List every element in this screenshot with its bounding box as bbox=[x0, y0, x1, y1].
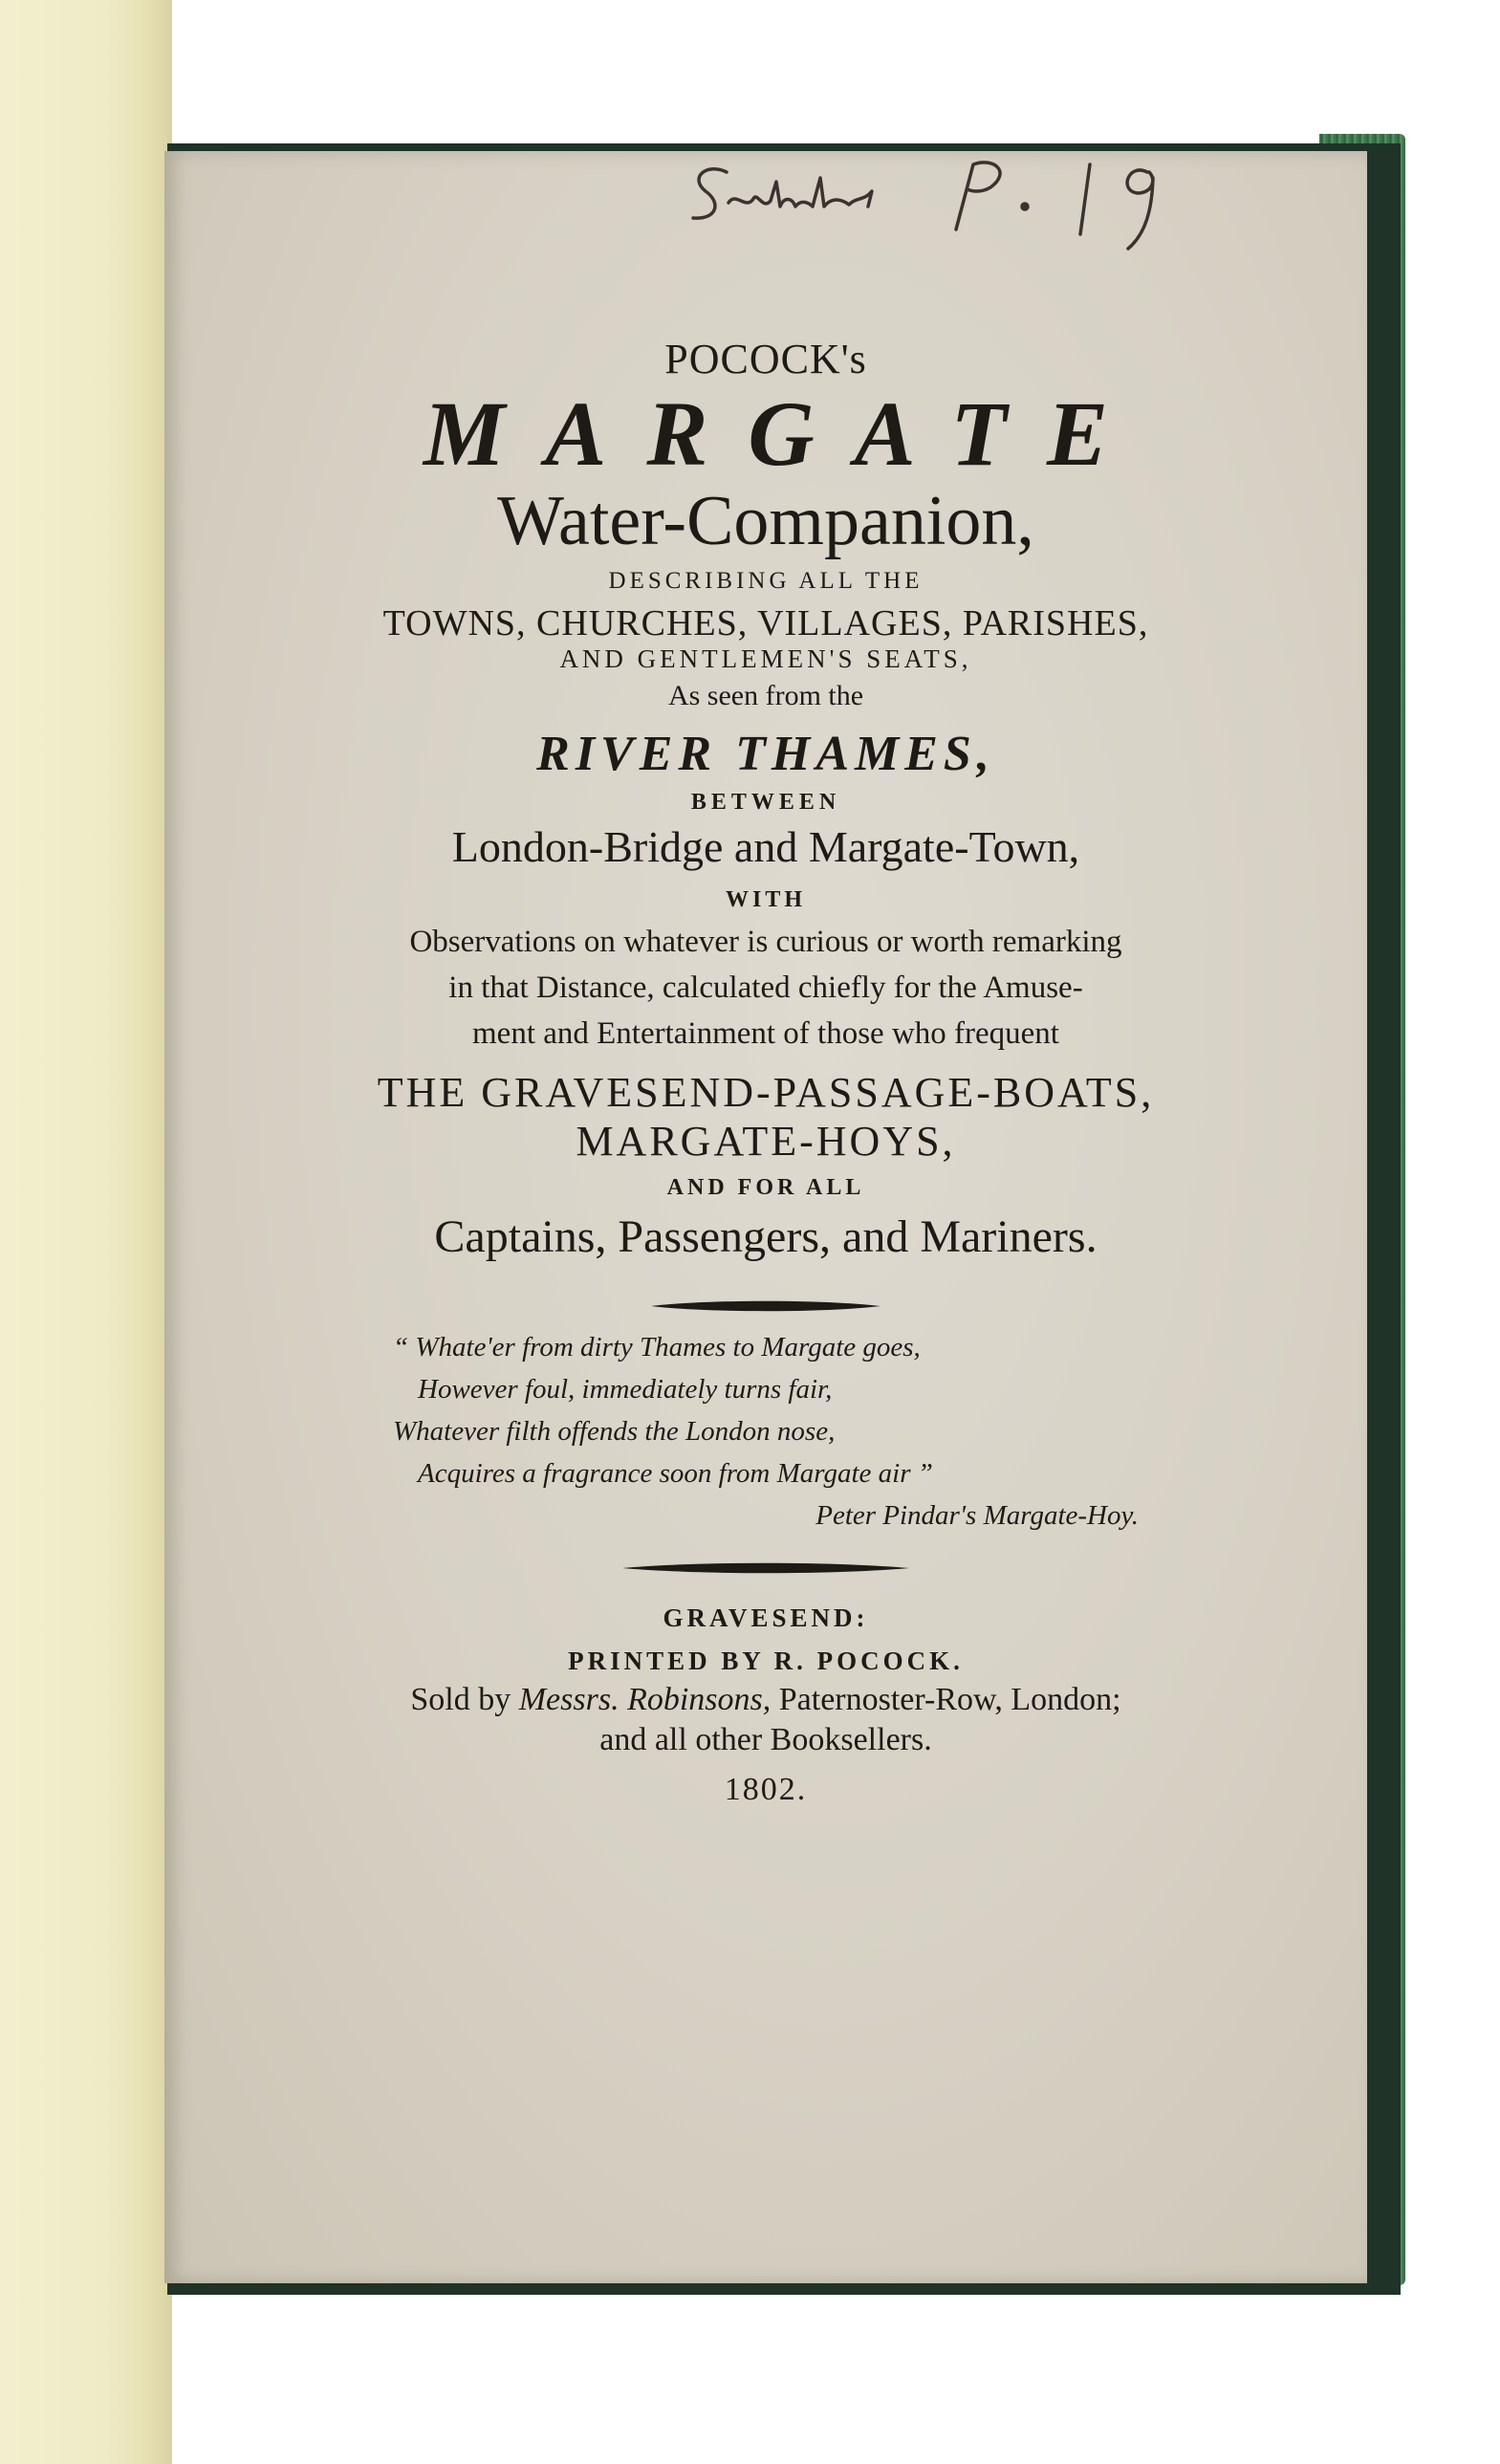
subtitle-and-for-all: AND FOR ALL bbox=[666, 1175, 865, 1201]
epigraph-line-1: “ Whate'er from dirty Thames to Margate goes, bbox=[393, 1332, 921, 1363]
subtitle-between: BETWEEN bbox=[690, 790, 841, 816]
epigraph-attribution: Peter Pindar's Margate-Hoy. bbox=[815, 1500, 1139, 1532]
subtitle-describing: DESCRIBING ALL THE bbox=[608, 568, 924, 595]
imprint-year: 1802. bbox=[724, 1772, 808, 1808]
author-name: POCOCK's bbox=[664, 336, 867, 382]
epigraph-line-4: Acquires a fragrance soon from Margate air ” bbox=[418, 1458, 933, 1490]
epigraph bbox=[393, 1326, 1139, 1537]
epigraph-line-2: However foul, immediately turns fair, bbox=[418, 1374, 833, 1406]
handwritten-inscription bbox=[669, 143, 1205, 258]
subtitle-captains: Captains, Passengers, and Mariners. bbox=[434, 1211, 1098, 1263]
title-river-thames: RIVER THAMES, bbox=[536, 727, 995, 782]
subtitle-margate-hoys: MARGATE-HOYS, bbox=[576, 1118, 956, 1166]
epigraph-line-3: Whatever filth offends the London nose, bbox=[393, 1416, 836, 1448]
facing-blank-page bbox=[0, 0, 172, 2464]
imprint-printer: PRINTED BY R. POCOCK. bbox=[568, 1646, 964, 1676]
imprint-booksellers: and all other Booksellers. bbox=[599, 1722, 932, 1758]
subtitle-gentlemen: AND GENTLEMEN'S SEATS, bbox=[559, 644, 972, 674]
title-page-text bbox=[164, 335, 1367, 1808]
subtitle-as-seen: As seen from the bbox=[667, 680, 864, 712]
ornamental-rule-top bbox=[651, 1296, 880, 1317]
sold-prefix: Sold by bbox=[410, 1682, 519, 1718]
observations-line-3: ment and Entertainment of those who frequent bbox=[472, 1016, 1059, 1052]
ornamental-rule-bottom bbox=[622, 1558, 909, 1579]
sold-suffix: Paternoster-Row, London; bbox=[771, 1682, 1121, 1718]
observations-line-2: in that Distance, calculated chiefly for the Amuse- bbox=[448, 970, 1083, 1006]
subtitle-towns: TOWNS, CHURCHES, VILLAGES, PARISHES, bbox=[382, 603, 1149, 644]
title-water-companion: Water-Companion, bbox=[497, 481, 1034, 560]
sold-name: Messrs. Robinsons, bbox=[518, 1682, 772, 1718]
subtitle-london-bridge: London-Bridge and Margate-Town, bbox=[451, 822, 1080, 872]
imprint-sold-by bbox=[164, 1682, 1367, 1718]
observations-line-1: Observations on whatever is curious or worth remarking bbox=[409, 925, 1122, 960]
title-margate: MARGATE bbox=[423, 382, 1149, 485]
subtitle-with: WITH bbox=[725, 887, 806, 913]
subtitle-gravesend-boats: THE GRAVESEND-PASSAGE-BOATS, bbox=[377, 1069, 1155, 1117]
imprint-place: GRAVESEND: bbox=[663, 1603, 869, 1633]
